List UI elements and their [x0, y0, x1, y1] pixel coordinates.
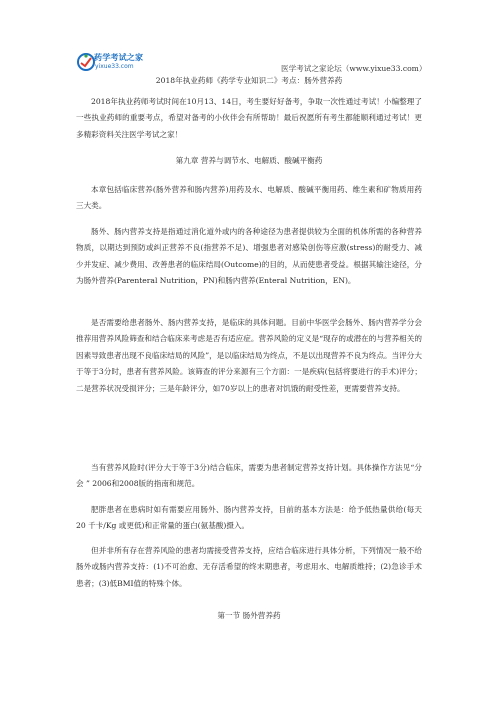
- section-heading: 第一节 肠外营养药: [217, 611, 281, 620]
- body-paragraph: 本章包括临床营养(肠外营养和肠内营养)用药及水、电解质、酸碱平衡用药、维生素和矿物质用药三大类。: [76, 185, 422, 211]
- body-paragraph: 肠外、肠内营养支持是指通过消化道外或内的各种途径为患者提供较为全面的机体所需的各种营养物质，以期达到预防或纠正营养不良(指营养不足)、增强患者对感染创伤等应激(stress)的耐受力、减少并发症、减少费用、改善患者的临床结局(Outcome)的目的，从而使患者受益。根据其输注途径，分为肠外营养(Parenteral Nutrition，PN)和肠内营养(Enteral Nutrition，EN)。: [76, 227, 422, 286]
- logo-text: 药学考试之家: [94, 53, 144, 62]
- article-title: 2018年执业药师《药学专业知识二》考点：肠外营养药: [155, 76, 343, 85]
- site-logo[interactable]: [76, 51, 144, 73]
- body-paragraph: 是否需要给患者肠外、肠内营养支持，是临床的具体问题。目前中华医学会肠外、肠内营养学分会推荐用营养风险筛查和结合临床来考虑是否有适应症。营养风险的定义是“现存的或潜在的与营养相关的因素导致患者出现不良临床结局的风险”，是以临床结局为终点，不是以出现营养不良为终点。当评分大于等于3分时，患者有营养风险。该筛查的评分来源有三个方面：一是疾病(包括将要进行的手术)评分；二是营养状况受损评分；三是年龄评分，如70岁以上的患者对饥饿的耐受性差，更需要营养支持。: [76, 318, 422, 393]
- body-paragraph: 肥胖患者在患病时如有需要应用肠外、肠内营养支持，目前的基本方法是：给予低热量供给(每天 20 千卡/Kg 或更低)和正常量的蛋白(氨基酸)摄入。: [76, 505, 422, 531]
- forum-header[interactable]: 医学考试之家论坛（www.yixue33.com）: [281, 64, 427, 73]
- intro-paragraph: 2018年执业药师考试时间在10月13、14日，考生要好好备考，争取一次性通过考试！小编整理了一些执业药师的重要考点，希望对备考的小伙伴会有所帮助！最后祝愿所有考生都能顺利通过考试！更多精彩资料关注医学考试之家！: [76, 97, 422, 139]
- logo-mark-icon: [76, 52, 96, 72]
- logo-domain: yixue33.com: [95, 63, 134, 70]
- chapter-heading: 第九章 营养与调节水、电解质、酸碱平衡药: [175, 156, 323, 165]
- body-paragraph: 当有营养风险时(评分大于等于3分)结合临床，需要为患者制定营养支持计划。具体操作方法见“分会 ” 2006和2008版的指南和规范。: [76, 463, 422, 489]
- body-paragraph: 但并非所有存在营养风险的患者均需接受营养支持，应结合临床进行具体分析，下列情况一般不给肠外或肠内营养支持：(1)不可治愈、无存活希望的终末期患者，考虑用水、电解质维持；(2)急诊手术患者；(3)低BMI值的特殊个体。: [76, 546, 422, 588]
